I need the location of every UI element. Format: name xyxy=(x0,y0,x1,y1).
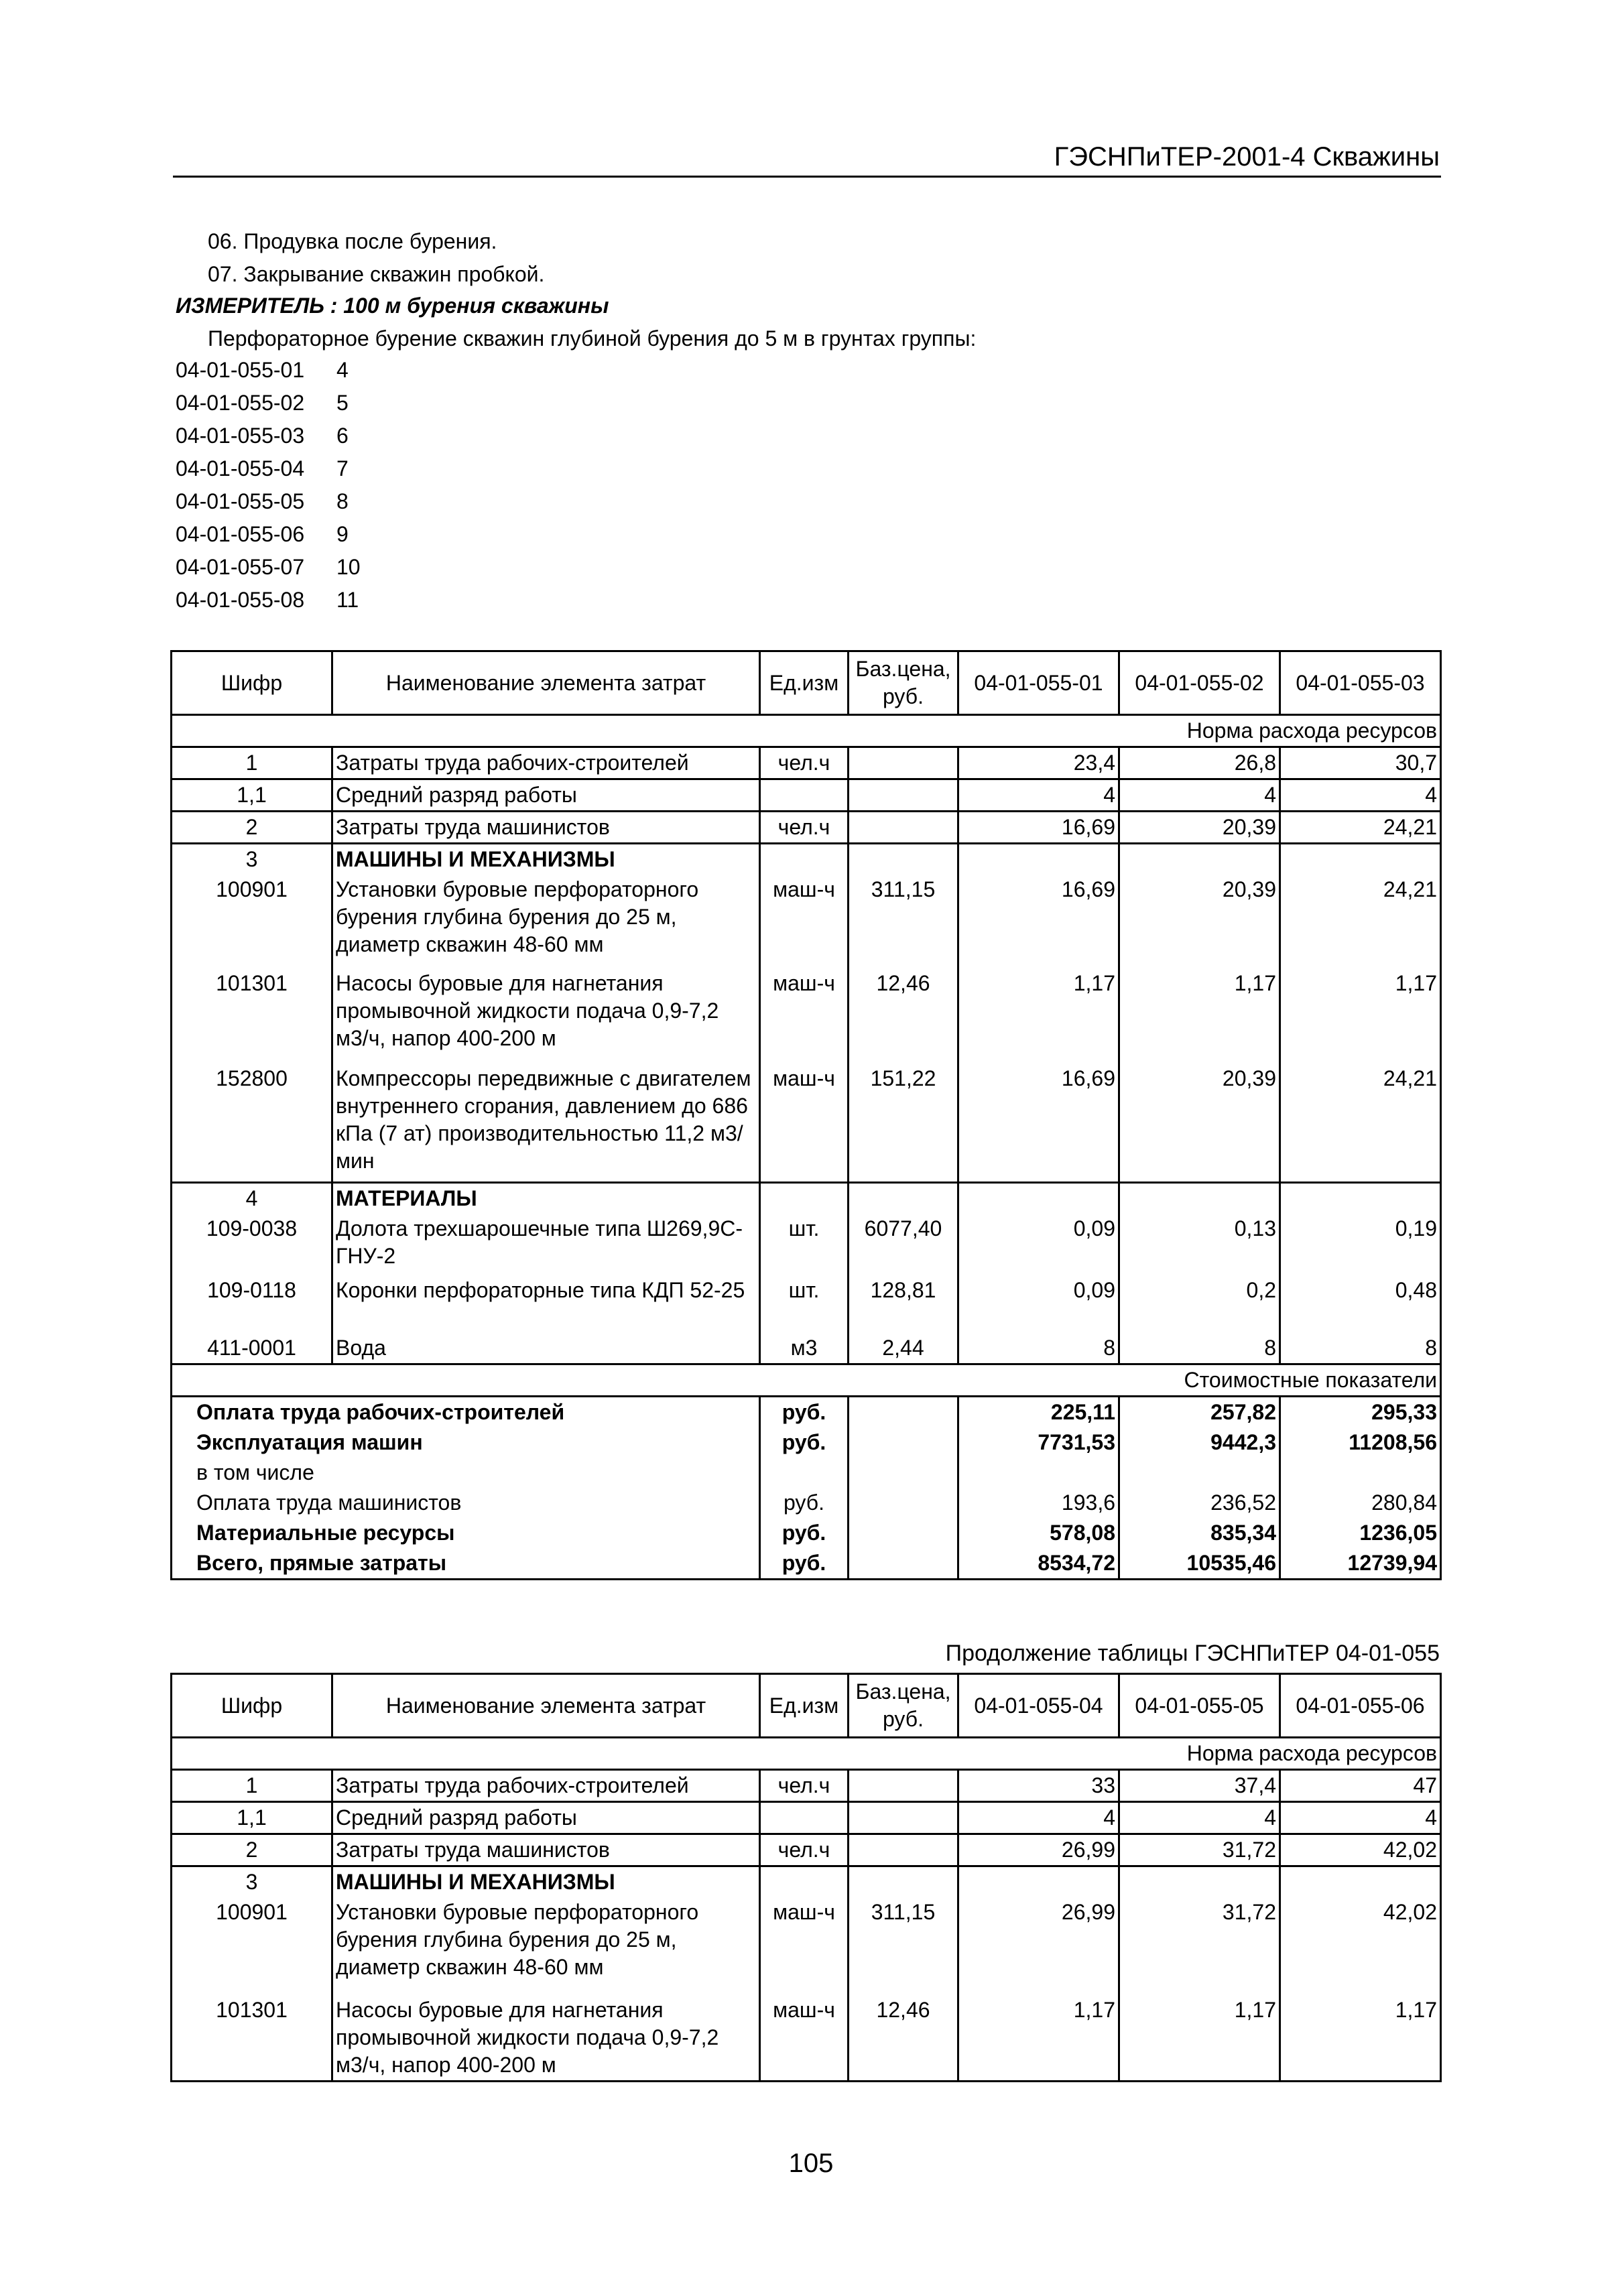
cost-value-2 xyxy=(1119,1458,1280,1488)
cost-label: Стоимостные показатели xyxy=(172,1364,1441,1397)
header-code-2: 04-01-055-02 xyxy=(1119,651,1280,715)
cell-value-2: 4 xyxy=(1119,1801,1280,1834)
cell-name: Вода xyxy=(332,1333,760,1364)
cell-value-1: 8 xyxy=(958,1333,1119,1364)
cell-cipher: 100901 xyxy=(172,875,332,968)
cost-row xyxy=(172,1488,1441,1518)
cell-value-2 xyxy=(1119,1183,1280,1214)
cost-name: Эксплуатация машин xyxy=(172,1427,760,1458)
cell-value-1: 4 xyxy=(958,779,1119,811)
cell-value-3: 47 xyxy=(1280,1769,1441,1801)
header-rule xyxy=(173,176,1441,178)
header-code-6: 04-01-055-06 xyxy=(1280,1674,1441,1738)
cell-value-2: 37,4 xyxy=(1119,1769,1280,1801)
cell-price xyxy=(849,1183,958,1214)
resource-table-1 xyxy=(170,650,1442,1580)
cell-value-2: 31,72 xyxy=(1119,1834,1280,1866)
cost-unit xyxy=(760,1458,849,1488)
cell-price xyxy=(849,811,958,843)
cost-unit: руб. xyxy=(760,1397,849,1427)
norm-label: Норма расхода ресурсов xyxy=(172,1738,1441,1770)
table-row xyxy=(172,1183,1441,1214)
header-code-3: 04-01-055-03 xyxy=(1280,651,1441,715)
table-header-row xyxy=(172,651,1441,715)
measure-unit: ИЗМЕРИТЕЛЬ : 100 м бурения скважины xyxy=(176,294,609,318)
table-row xyxy=(172,1769,1441,1801)
cost-value-2: 9442,3 xyxy=(1119,1427,1280,1458)
cell-value-3: 0,19 xyxy=(1280,1214,1441,1275)
cell-price xyxy=(849,1801,958,1834)
cost-row xyxy=(172,1427,1441,1458)
cost-unit: руб. xyxy=(760,1488,849,1518)
header-unit: Ед.изм xyxy=(760,1674,849,1738)
cell-unit: чел.ч xyxy=(760,811,849,843)
norm-label-row xyxy=(172,1738,1441,1770)
cell-value-3 xyxy=(1280,843,1441,874)
cell-price xyxy=(849,747,958,779)
soil-group: 4 xyxy=(336,358,349,382)
cell-name: Средний разряд работы xyxy=(332,1801,760,1834)
cell-price: 311,15 xyxy=(849,875,958,968)
header-price: Баз.цена, руб. xyxy=(849,1674,958,1738)
cost-row xyxy=(172,1397,1441,1427)
cell-value-2: 31,72 xyxy=(1119,1897,1280,1995)
header-cipher: Шифр xyxy=(172,651,332,715)
cost-value-1: 7731,53 xyxy=(958,1427,1119,1458)
code-list-item xyxy=(176,485,361,518)
cell-unit: шт. xyxy=(760,1275,849,1333)
table-row xyxy=(172,875,1441,968)
cell-price xyxy=(849,843,958,874)
code-list-item xyxy=(176,420,361,452)
cost-price-empty xyxy=(849,1548,958,1579)
cell-cipher: 101301 xyxy=(172,1995,332,2081)
cell-value-1: 0,09 xyxy=(958,1214,1119,1275)
cell-value-1: 26,99 xyxy=(958,1834,1119,1866)
cost-value-2: 10535,46 xyxy=(1119,1548,1280,1579)
soil-group: 6 xyxy=(336,424,349,448)
cell-value-2: 26,8 xyxy=(1119,747,1280,779)
cell-value-1: 23,4 xyxy=(958,747,1119,779)
cost-value-2: 835,34 xyxy=(1119,1518,1280,1548)
table-row xyxy=(172,1214,1441,1275)
table-row xyxy=(172,1064,1441,1183)
cell-unit: маш-ч xyxy=(760,1897,849,1995)
page-number: 105 xyxy=(788,2149,834,2178)
cell-cipher: 1 xyxy=(172,1769,332,1801)
cell-value-3: 4 xyxy=(1280,1801,1441,1834)
code: 04-01-055-03 xyxy=(176,424,305,448)
soil-group: 9 xyxy=(336,522,349,546)
cost-price-empty xyxy=(849,1458,958,1488)
cell-value-3: 1,17 xyxy=(1280,968,1441,1064)
table-header-row xyxy=(172,1674,1441,1738)
cell-value-3: 24,21 xyxy=(1280,811,1441,843)
cell-value-2: 8 xyxy=(1119,1333,1280,1364)
cell-cipher: 411-0001 xyxy=(172,1333,332,1364)
cell-name: Компрессоры передвижные с двигателем внутреннего сгорания, давлением до 686 кПа (7 ат) производительностью 11,2 м3/мин xyxy=(332,1064,760,1183)
cost-value-1: 193,6 xyxy=(958,1488,1119,1518)
code-list xyxy=(176,354,361,617)
soil-group: 11 xyxy=(336,588,359,612)
work-description: Перфораторное бурение скважин глубиной бурения до 5 м в грунтах группы: xyxy=(208,326,977,350)
cell-price: 2,44 xyxy=(849,1333,958,1364)
code-list-item xyxy=(176,518,361,551)
cost-value-3: 280,84 xyxy=(1280,1488,1441,1518)
cell-name: МАШИНЫ И МЕХАНИЗМЫ xyxy=(332,843,760,874)
cell-value-2: 4 xyxy=(1119,779,1280,811)
cost-name: Всего, прямые затраты xyxy=(172,1548,760,1579)
cell-price: 311,15 xyxy=(849,1897,958,1995)
cost-value-2: 257,82 xyxy=(1119,1397,1280,1427)
header-code-5: 04-01-055-05 xyxy=(1119,1674,1280,1738)
cell-value-3: 30,7 xyxy=(1280,747,1441,779)
cell-value-1: 16,69 xyxy=(958,1064,1119,1183)
cell-value-2: 1,17 xyxy=(1119,968,1280,1064)
cost-value-1: 225,11 xyxy=(958,1397,1119,1427)
cell-value-1 xyxy=(958,1183,1119,1214)
cell-value-3: 42,02 xyxy=(1280,1897,1441,1995)
table-2-caption: Продолжение таблицы ГЭСНПиТЕР 04-01-055 xyxy=(945,1641,1440,1666)
cost-name: Оплата труда машинистов xyxy=(172,1488,760,1518)
cell-value-2: 20,39 xyxy=(1119,1064,1280,1183)
cell-value-3: 42,02 xyxy=(1280,1834,1441,1866)
cost-value-3: 11208,56 xyxy=(1280,1427,1441,1458)
soil-group: 5 xyxy=(336,391,349,415)
cell-value-2: 20,39 xyxy=(1119,875,1280,968)
cost-value-3: 12739,94 xyxy=(1280,1548,1441,1579)
cell-unit xyxy=(760,843,849,874)
cost-price-empty xyxy=(849,1397,958,1427)
resource-table-2 xyxy=(170,1673,1442,2082)
cell-value-2 xyxy=(1119,1866,1280,1897)
cell-cipher: 109-0118 xyxy=(172,1275,332,1333)
soil-group: 8 xyxy=(336,489,349,513)
cell-cipher: 2 xyxy=(172,811,332,843)
cell-name: МАШИНЫ И МЕХАНИЗМЫ xyxy=(332,1866,760,1897)
code: 04-01-055-07 xyxy=(176,555,305,579)
cell-name: Насосы буровые для нагнетания промывочной жидкости подача 0,9-7,2 м3/ч, напор 400-200 м xyxy=(332,968,760,1064)
table-row xyxy=(172,1834,1441,1866)
cost-value-2: 236,52 xyxy=(1119,1488,1280,1518)
table-row xyxy=(172,747,1441,779)
cell-cipher: 109-0038 xyxy=(172,1214,332,1275)
header-code-1: 04-01-055-01 xyxy=(958,651,1119,715)
cost-row xyxy=(172,1548,1441,1579)
table-row xyxy=(172,968,1441,1064)
cell-name: Затраты труда машинистов xyxy=(332,811,760,843)
header-name: Наименование элемента затрат xyxy=(332,1674,760,1738)
code-list-item xyxy=(176,452,361,485)
cell-price: 6077,40 xyxy=(849,1214,958,1275)
cell-unit xyxy=(760,779,849,811)
cell-unit: м3 xyxy=(760,1333,849,1364)
intro-step-6: 06. Продувка после бурения. xyxy=(208,229,497,253)
cell-cipher: 1,1 xyxy=(172,779,332,811)
cell-value-2: 20,39 xyxy=(1119,811,1280,843)
code: 04-01-055-08 xyxy=(176,588,305,612)
cost-value-3: 295,33 xyxy=(1280,1397,1441,1427)
table-row xyxy=(172,843,1441,874)
cell-unit: чел.ч xyxy=(760,747,849,779)
cell-cipher: 4 xyxy=(172,1183,332,1214)
cell-unit: чел.ч xyxy=(760,1834,849,1866)
cost-price-empty xyxy=(849,1518,958,1548)
cell-cipher: 2 xyxy=(172,1834,332,1866)
table-row xyxy=(172,1333,1441,1364)
cell-price xyxy=(849,1834,958,1866)
cell-unit: маш-ч xyxy=(760,1064,849,1183)
cell-name: Насосы буровые для нагнетания промывочной жидкости подача 0,9-7,2 м3/ч, напор 400-200 м xyxy=(332,1995,760,2081)
cost-unit: руб. xyxy=(760,1427,849,1458)
code-list-item xyxy=(176,584,361,617)
cell-value-2: 1,17 xyxy=(1119,1995,1280,2081)
cell-unit: маш-ч xyxy=(760,968,849,1064)
code-list-item xyxy=(176,551,361,584)
table-row xyxy=(172,1897,1441,1995)
cell-value-1: 4 xyxy=(958,1801,1119,1834)
cell-value-1 xyxy=(958,1866,1119,1897)
code-list-item xyxy=(176,387,361,420)
cost-value-1: 578,08 xyxy=(958,1518,1119,1548)
cell-price xyxy=(849,1769,958,1801)
cell-unit xyxy=(760,1866,849,1897)
cell-cipher: 1 xyxy=(172,747,332,779)
cell-value-1: 16,69 xyxy=(958,875,1119,968)
soil-group: 10 xyxy=(336,555,361,579)
cell-unit xyxy=(760,1183,849,1214)
cell-price: 128,81 xyxy=(849,1275,958,1333)
cell-value-3: 8 xyxy=(1280,1333,1441,1364)
code: 04-01-055-05 xyxy=(176,489,305,513)
cell-value-1: 0,09 xyxy=(958,1275,1119,1333)
cell-value-1: 1,17 xyxy=(958,1995,1119,2081)
code: 04-01-055-06 xyxy=(176,522,305,546)
cell-price xyxy=(849,1866,958,1897)
header-price: Баз.цена, руб. xyxy=(849,651,958,715)
cost-value-1: 8534,72 xyxy=(958,1548,1119,1579)
cost-price-empty xyxy=(849,1427,958,1458)
table-row xyxy=(172,1275,1441,1333)
soil-group: 7 xyxy=(336,456,349,481)
norm-label-row xyxy=(172,715,1441,747)
cell-unit: шт. xyxy=(760,1214,849,1275)
cost-value-3: 1236,05 xyxy=(1280,1518,1441,1548)
header-unit: Ед.изм xyxy=(760,651,849,715)
cell-name: Коронки перфораторные типа КДП 52-25 xyxy=(332,1275,760,1333)
cell-name: Затраты труда рабочих-строителей xyxy=(332,747,760,779)
cell-unit: маш-ч xyxy=(760,875,849,968)
cell-cipher: 3 xyxy=(172,843,332,874)
page-header: ГЭСНПиТЕР-2001-4 Скважины xyxy=(1054,142,1440,172)
cell-value-3 xyxy=(1280,1183,1441,1214)
cell-cipher: 1,1 xyxy=(172,1801,332,1834)
cell-cipher: 100901 xyxy=(172,1897,332,1995)
cell-name: Установки буровые перфораторного бурения глубина бурения до 25 м, диаметр скважин 48-60 мм xyxy=(332,875,760,968)
norm-label: Норма расхода ресурсов xyxy=(172,715,1441,747)
cell-value-3: 24,21 xyxy=(1280,875,1441,968)
header-code-4: 04-01-055-04 xyxy=(958,1674,1119,1738)
cell-value-3: 4 xyxy=(1280,779,1441,811)
cost-value-1 xyxy=(958,1458,1119,1488)
cell-name: Долота трехшарошечные типа Ш269,9С-ГНУ-2 xyxy=(332,1214,760,1275)
code: 04-01-055-01 xyxy=(176,358,305,382)
cell-unit xyxy=(760,1801,849,1834)
header-name: Наименование элемента затрат xyxy=(332,651,760,715)
cell-name: Затраты труда рабочих-строителей xyxy=(332,1769,760,1801)
cost-name: Материальные ресурсы xyxy=(172,1518,760,1548)
cost-row xyxy=(172,1458,1441,1488)
cell-price xyxy=(849,779,958,811)
cell-name: Затраты труда машинистов xyxy=(332,1834,760,1866)
cell-value-3: 1,17 xyxy=(1280,1995,1441,2081)
cell-name: МАТЕРИАЛЫ xyxy=(332,1183,760,1214)
cell-name: Установки буровые перфораторного бурения глубина бурения до 25 м, диаметр скважин 48-60 мм xyxy=(332,1897,760,1995)
cell-price: 12,46 xyxy=(849,1995,958,2081)
intro-step-7: 07. Закрывание скважин пробкой. xyxy=(208,262,545,286)
cost-name: Оплата труда рабочих-строителей xyxy=(172,1397,760,1427)
cell-value-3 xyxy=(1280,1866,1441,1897)
table-row xyxy=(172,779,1441,811)
cell-value-2 xyxy=(1119,843,1280,874)
cell-value-1 xyxy=(958,843,1119,874)
table-row xyxy=(172,1866,1441,1897)
cell-value-1: 26,99 xyxy=(958,1897,1119,1995)
code: 04-01-055-02 xyxy=(176,391,305,415)
cell-value-3: 24,21 xyxy=(1280,1064,1441,1183)
cell-value-1: 1,17 xyxy=(958,968,1119,1064)
cell-unit: маш-ч xyxy=(760,1995,849,2081)
cost-price-empty xyxy=(849,1488,958,1518)
cell-value-3: 0,48 xyxy=(1280,1275,1441,1333)
header-cipher: Шифр xyxy=(172,1674,332,1738)
cell-price: 12,46 xyxy=(849,968,958,1064)
code-list-item xyxy=(176,354,361,387)
table-row xyxy=(172,1995,1441,2081)
cost-row xyxy=(172,1518,1441,1548)
cell-value-1: 16,69 xyxy=(958,811,1119,843)
cell-price: 151,22 xyxy=(849,1064,958,1183)
cell-name: Средний разряд работы xyxy=(332,779,760,811)
cost-label-row xyxy=(172,1364,1441,1397)
table-row xyxy=(172,1801,1441,1834)
code: 04-01-055-04 xyxy=(176,456,305,481)
cell-unit: чел.ч xyxy=(760,1769,849,1801)
cell-cipher: 101301 xyxy=(172,968,332,1064)
cost-unit: руб. xyxy=(760,1518,849,1548)
cell-value-2: 0,13 xyxy=(1119,1214,1280,1275)
table-row xyxy=(172,811,1441,843)
cost-name: в том числе xyxy=(172,1458,760,1488)
cell-cipher: 3 xyxy=(172,1866,332,1897)
cell-value-1: 33 xyxy=(958,1769,1119,1801)
cell-value-2: 0,2 xyxy=(1119,1275,1280,1333)
cost-unit: руб. xyxy=(760,1548,849,1579)
cell-cipher: 152800 xyxy=(172,1064,332,1183)
cost-value-3 xyxy=(1280,1458,1441,1488)
